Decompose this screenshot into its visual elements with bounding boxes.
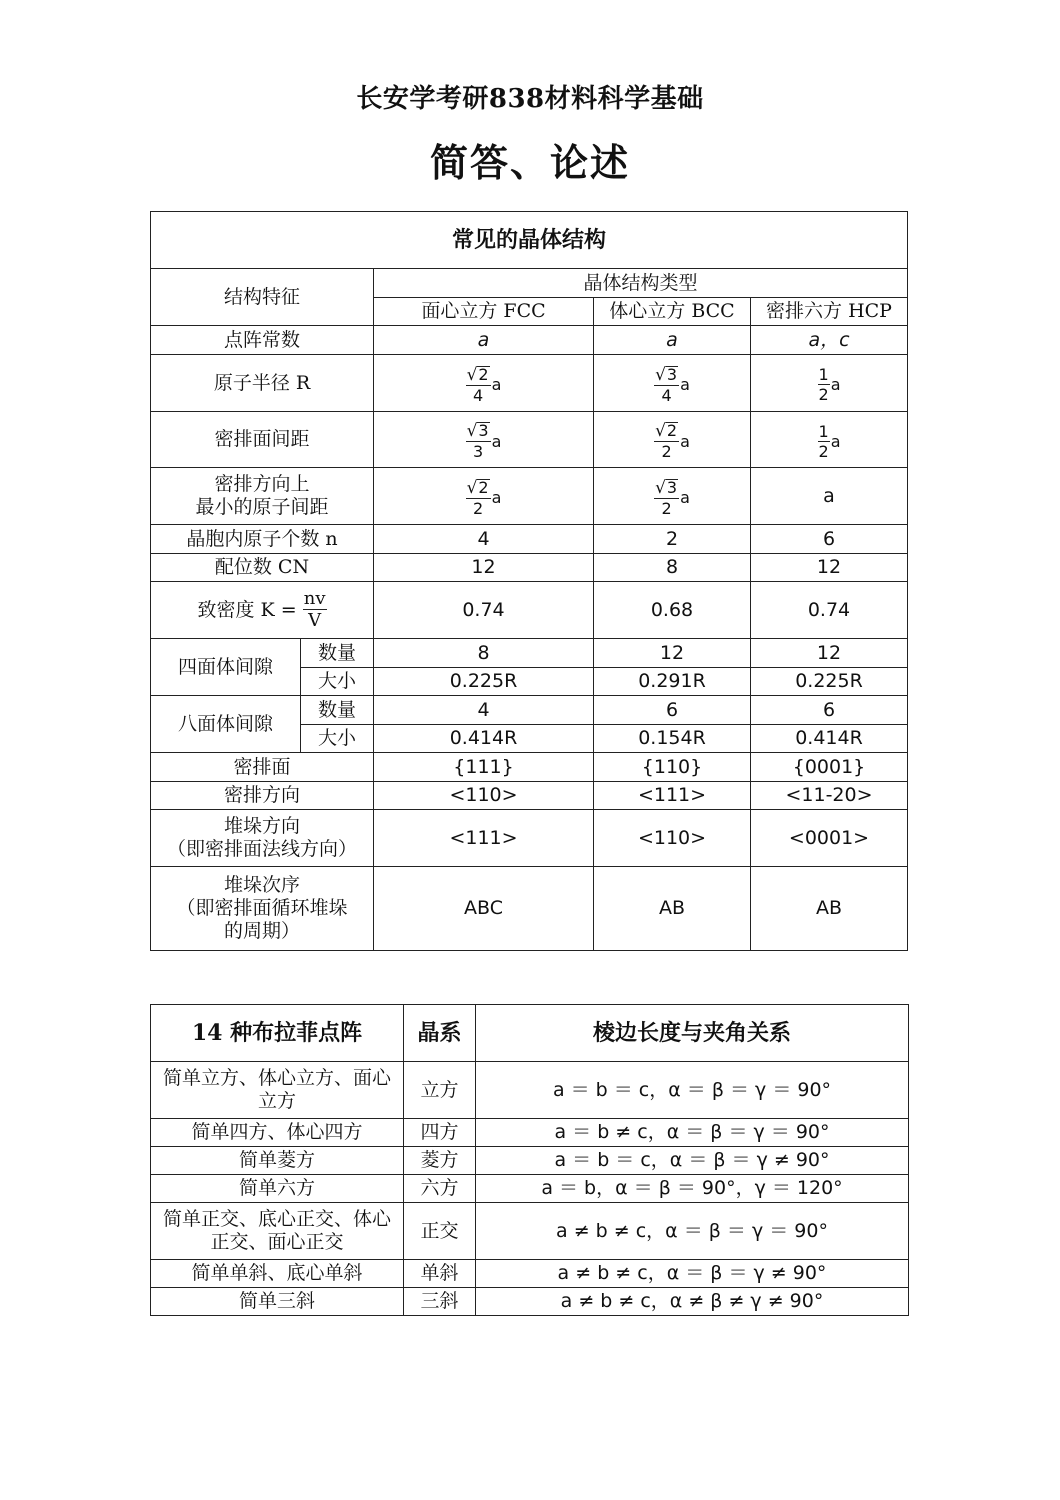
coordination-hcp: 12 bbox=[751, 554, 908, 582]
atoms-per-cell-fcc: 4 bbox=[374, 525, 594, 554]
bravais-header-relation: 棱边长度与夹角关系 bbox=[476, 1005, 909, 1062]
stack-direction-hcp: <0001> bbox=[751, 810, 908, 867]
plane-spacing-hcp: $\frac{1}{2}$ a bbox=[751, 412, 908, 468]
tetra-size-fcc: 0.225R bbox=[374, 668, 594, 696]
bravais-relation-cell: a ＝ b ≠ c，α ＝ β ＝ γ ＝ 90° bbox=[476, 1119, 909, 1147]
bravais-header-system: 晶系 bbox=[404, 1005, 476, 1062]
lattice-constant-label: 点阵常数 bbox=[151, 326, 374, 355]
bravais-system-cell: 菱方 bbox=[404, 1147, 476, 1175]
bravais-system-cell: 立方 bbox=[404, 1062, 476, 1119]
table-row bbox=[151, 1119, 909, 1147]
packing-hcp: 0.74 bbox=[751, 582, 908, 639]
tetra-size-label: 大小 bbox=[301, 668, 374, 696]
bravais-lattice-cell: 简单单斜、底心单斜 bbox=[151, 1260, 404, 1288]
stack-direction-fcc: <111> bbox=[374, 810, 594, 867]
bravais-relation-cell: a ＝ b，α ＝ β ＝ 90°，γ ＝ 120° bbox=[476, 1175, 909, 1203]
bravais-lattice-cell: 简单四方、体心四方 bbox=[151, 1119, 404, 1147]
lattice-constant-hcp: a，c bbox=[751, 326, 908, 355]
close-plane-bcc: {110} bbox=[594, 753, 751, 782]
bravais-system-cell: 四方 bbox=[404, 1119, 476, 1147]
atomic-radius-fcc: √ 2 4 a bbox=[374, 355, 594, 412]
close-plane-hcp: {0001} bbox=[751, 753, 908, 782]
bravais-system-cell: 单斜 bbox=[404, 1260, 476, 1288]
octa-size-fcc: 0.414R bbox=[374, 725, 594, 753]
bravais-lattice-cell: 简单三斜 bbox=[151, 1288, 404, 1316]
plane-spacing-bcc: √ 2 2 a bbox=[594, 412, 751, 468]
min-spacing-hcp: a bbox=[751, 468, 908, 525]
atoms-per-cell-bcc: 2 bbox=[594, 525, 751, 554]
crystal-structure-table bbox=[150, 211, 908, 951]
coordination-bcc: 8 bbox=[594, 554, 751, 582]
close-plane-fcc: {111} bbox=[374, 753, 594, 782]
feature-header: 结构特征 bbox=[151, 269, 374, 326]
tetra-count-fcc: 8 bbox=[374, 639, 594, 668]
octa-size-hcp: 0.414R bbox=[751, 725, 908, 753]
tetra-count-bcc: 12 bbox=[594, 639, 751, 668]
crystal-table-title: 常见的晶体结构 bbox=[151, 212, 908, 269]
column-fcc: 面心立方 FCC bbox=[374, 298, 594, 326]
min-spacing-fcc: √ 2 2 a bbox=[374, 468, 594, 525]
coordination-label: 配位数 CN bbox=[151, 554, 374, 582]
stack-sequence-bcc: AB bbox=[594, 867, 751, 951]
close-direction-fcc: <110> bbox=[374, 782, 594, 810]
bravais-system-cell: 六方 bbox=[404, 1175, 476, 1203]
atomic-radius-label: 原子半径 R bbox=[151, 355, 374, 412]
tetra-count-label: 数量 bbox=[301, 639, 374, 668]
bravais-lattice-cell: 简单立方、体心立方、面心立方 bbox=[151, 1062, 404, 1119]
bravais-lattice-cell: 简单正交、底心正交、体心正交、面心正交 bbox=[151, 1203, 404, 1260]
tetra-size-hcp: 0.225R bbox=[751, 668, 908, 696]
bravais-relation-cell: a ＝ b ＝ c，α ＝ β ＝ γ ＝ 90° bbox=[476, 1062, 909, 1119]
bravais-relation-cell: a ＝ b ＝ c，α ＝ β ＝ γ ≠ 90° bbox=[476, 1147, 909, 1175]
close-plane-label: 密排面 bbox=[151, 753, 374, 782]
stack-sequence-label: 堆垛次序 （即密排面循环堆垛 的周期） bbox=[151, 867, 374, 951]
table-row bbox=[151, 1288, 909, 1316]
bravais-relation-cell: a ≠ b ≠ c，α ＝ β ＝ γ ＝ 90° bbox=[476, 1203, 909, 1260]
min-spacing-bcc: √ 3 2 a bbox=[594, 468, 751, 525]
close-direction-hcp: <11-20> bbox=[751, 782, 908, 810]
atomic-radius-hcp: $\frac{1}{2}$ a bbox=[751, 355, 908, 412]
lattice-constant-fcc: a bbox=[374, 326, 594, 355]
octa-label: 八面体间隙 bbox=[151, 696, 301, 753]
atomic-radius-bcc: √ 3 4 a bbox=[594, 355, 751, 412]
stack-sequence-fcc: ABC bbox=[374, 867, 594, 951]
bravais-header-lattice: 14 种布拉菲点阵 bbox=[151, 1005, 404, 1062]
table-row bbox=[151, 1062, 909, 1119]
close-direction-bcc: <111> bbox=[594, 782, 751, 810]
octa-size-label: 大小 bbox=[301, 725, 374, 753]
tetra-count-hcp: 12 bbox=[751, 639, 908, 668]
min-spacing-label: 密排方向上 最小的原子间距 bbox=[151, 468, 374, 525]
octa-count-bcc: 6 bbox=[594, 696, 751, 725]
packing-fcc: 0.74 bbox=[374, 582, 594, 639]
atoms-per-cell-hcp: 6 bbox=[751, 525, 908, 554]
table-row bbox=[151, 1175, 909, 1203]
close-direction-label: 密排方向 bbox=[151, 782, 374, 810]
octa-count-hcp: 6 bbox=[751, 696, 908, 725]
octa-count-label: 数量 bbox=[301, 696, 374, 725]
bravais-lattice-cell: 简单六方 bbox=[151, 1175, 404, 1203]
bravais-lattice-table bbox=[150, 1004, 909, 1316]
octa-count-fcc: 4 bbox=[374, 696, 594, 725]
stack-sequence-hcp: AB bbox=[751, 867, 908, 951]
stack-direction-label: 堆垛方向 （即密排面法线方向） bbox=[151, 810, 374, 867]
coordination-fcc: 12 bbox=[374, 554, 594, 582]
plane-spacing-label: 密排面间距 bbox=[151, 412, 374, 468]
stack-direction-bcc: <110> bbox=[594, 810, 751, 867]
table-row bbox=[151, 1147, 909, 1175]
table-row bbox=[151, 1203, 909, 1260]
tetra-label: 四面体间隙 bbox=[151, 639, 301, 696]
packing-bcc: 0.68 bbox=[594, 582, 751, 639]
tetra-size-bcc: 0.291R bbox=[594, 668, 751, 696]
column-hcp: 密排六方 HCP bbox=[751, 298, 908, 326]
table-row bbox=[151, 1260, 909, 1288]
packing-label: 致密度 K = $\frac{nv}{V}$ bbox=[151, 582, 374, 639]
atoms-per-cell-label: 晶胞内原子个数 n bbox=[151, 525, 374, 554]
bravais-relation-cell: a ≠ b ≠ c，α ＝ β ＝ γ ≠ 90° bbox=[476, 1260, 909, 1288]
type-header: 晶体结构类型 bbox=[374, 269, 908, 298]
document-subtitle: 简答、论述 bbox=[429, 140, 630, 185]
bravais-system-cell: 正交 bbox=[404, 1203, 476, 1260]
lattice-constant-bcc: a bbox=[594, 326, 751, 355]
octa-size-bcc: 0.154R bbox=[594, 725, 751, 753]
bravais-relation-cell: a ≠ b ≠ c，α ≠ β ≠ γ ≠ 90° bbox=[476, 1288, 909, 1316]
document-title: 长安学考研838材料科学基础 bbox=[356, 84, 704, 114]
bravais-lattice-cell: 简单菱方 bbox=[151, 1147, 404, 1175]
plane-spacing-fcc: √ 3 3 a bbox=[374, 412, 594, 468]
column-bcc: 体心立方 BCC bbox=[594, 298, 751, 326]
bravais-system-cell: 三斜 bbox=[404, 1288, 476, 1316]
